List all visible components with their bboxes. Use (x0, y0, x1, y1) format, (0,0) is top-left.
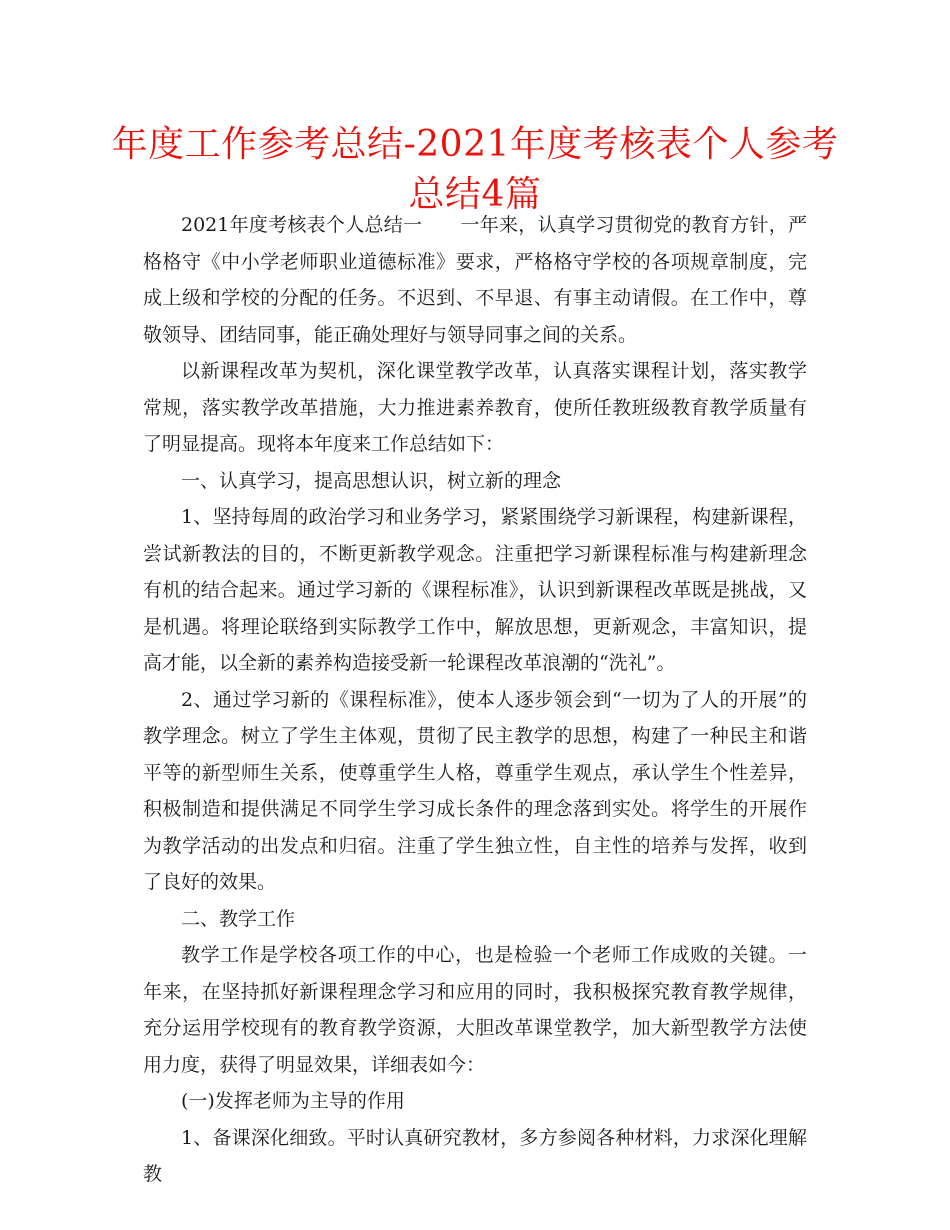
paragraph-1-text: 一年来，认真学习贯彻党的教育方针，严格格守《中小学老师职业道德标准》要求，严格格守学校的各项规章制度，完成上级和学校的分配的任务。不迟到、不早退、有事主动请假。在工作中，尊敬领导、团结同事，能正确处理好与领导同事之间的关系。 (143, 214, 807, 346)
paragraph-5: 教学工作是学校各项工作的中心，也是检验一个老师工作成败的关键。一年来，在坚持抓好新课程理念学习和应用的同时，我积极探究教育教学规律，充分运用学校现有的教育教学资源，大胆改革课堂教学，加大新型教学方法使用力度，获得了明显效果，详细表如今： (143, 944, 807, 1076)
document-body (143, 207, 807, 1193)
document-title: 年度工作参考总结-2021年度考核表个人参考总结4篇 (111, 124, 839, 215)
section-heading-2: 二、教学工作 (181, 907, 296, 930)
subsection-heading-1: (一)发挥老师为主导的作用 (181, 1090, 405, 1112)
paragraph-1 (143, 207, 807, 353)
section-heading-1: 一、认真学习，提高思想认识，树立新的理念 (181, 469, 562, 492)
paragraph-4: 2、通过学习新的《课程标准》，使本人逐步领会到“一切为了人的开展”的教学理念。树立了学生主体观，贯彻了民主教学的思想，构建了一种民主和谐平等的新型师生关系，使尊重学生人格，尊重学生观点，承认学生个性差异，积极制造和提供满足不同学生学习成长条件的理念落到实处。将学生的开展作为教学活动的出发点和归宿。注重了学生独立性，自主性的培养与发挥，收到了良好的效果。 (143, 688, 807, 893)
paragraph-2: 以新课程改革为契机，深化课堂教学改革，认真落实课程计划，落实教学常规，落实教学改革措施，大力推进素养教育，使所任教班级教育教学质量有了明显提高。现将本年度来工作总结如下： (143, 360, 807, 455)
paragraph-1-lead: 2021年度考核表个人总结一 (181, 214, 423, 236)
paragraph-3: 1、坚持每周的政治学习和业务学习，紧紧围绕学习新课程，构建新课程，尝试新教法的目的，不断更新教学观念。注重把学习新课程标准与构建新理念有机的结合起来。通过学习新的《课程标准》，认识到新课程改革既是挑战，又是机遇。将理论联络到实际教学工作中，解放思想，更新观念，丰富知识，提高才能，以全新的素养构造接受新一轮课程改革浪潮的“洗礼”。 (143, 506, 807, 674)
paragraph-6: 1、备课深化细致。平时认真研究教材，多方参阅各种材料，力求深化理解教 (143, 1126, 807, 1185)
